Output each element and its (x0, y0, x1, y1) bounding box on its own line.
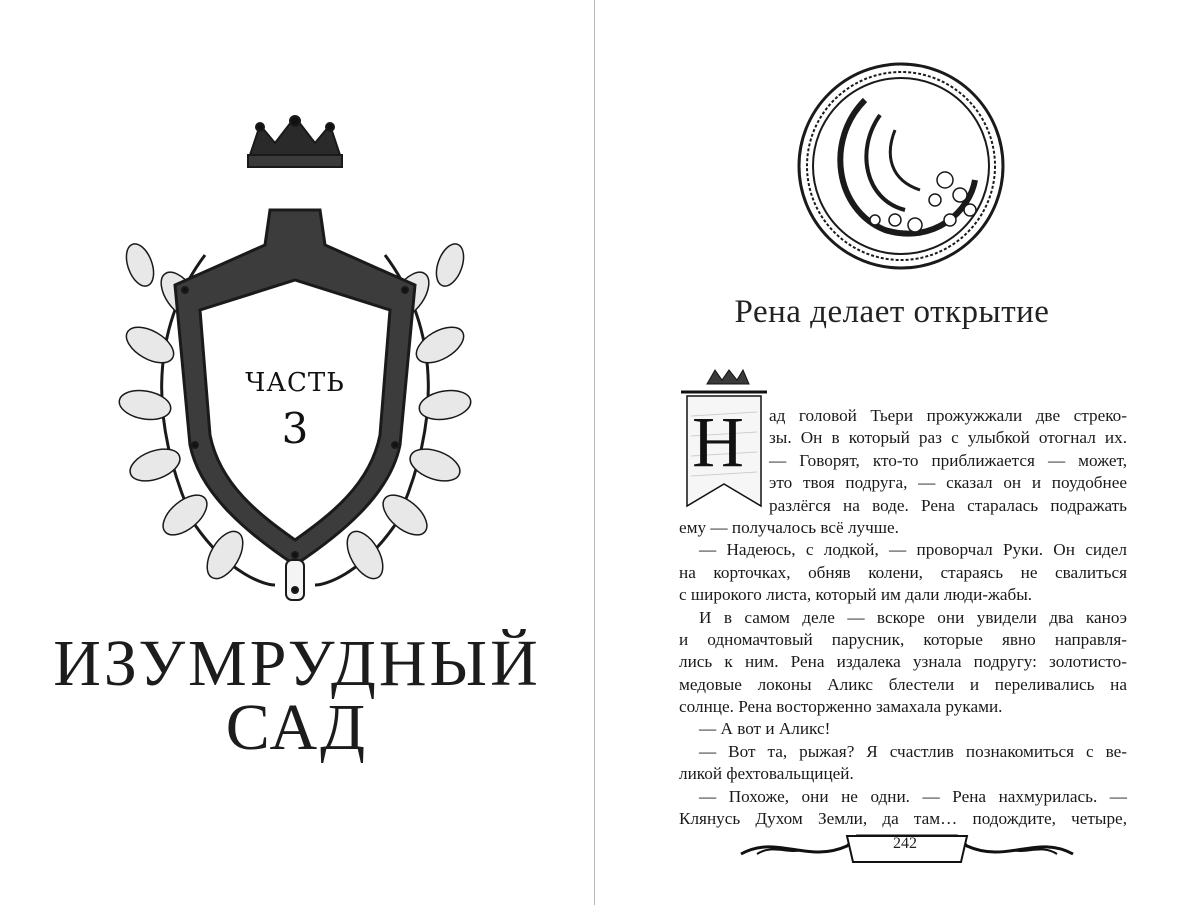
text-line: — Вот та, рыжая? Я счастлив познакомиться с ве- (699, 741, 1127, 761)
text-line: лись к ним. Рена издалека узнала подругу: золотисто- (679, 652, 1127, 672)
text-line: с широкого листа, который им дали люди-жабы. (679, 585, 1033, 605)
page-number: 242 (893, 835, 917, 852)
part-number: 3 (281, 404, 309, 453)
text-line: и одномачтовый парусник, которые явно направля- (679, 629, 1127, 649)
wave-medallion-illustration (795, 60, 1007, 272)
text-line: ему — получалось всё лучше. (679, 517, 899, 537)
text-line: ликой фехтовальщицей. (679, 764, 854, 784)
text-line: И в самом деле — вскоре они увидели два каноэ (699, 607, 1127, 627)
text-line: зы. Он в который раз с улыбкой отогнал их. (769, 428, 1127, 448)
part-title (20, 627, 574, 764)
text-line: — Похоже, они не одни. — Рена нахмурилась. — (699, 786, 1127, 806)
part-label: ЧАСТЬ (245, 368, 345, 398)
part-title-line-2: САД (225, 691, 369, 764)
text-line: — А вот и Аликс! (699, 719, 831, 739)
text-line: это твоя подруга, — сказал он и поудобнее (769, 473, 1127, 493)
text-line: Клянусь Духом Земли, да там… подождите, четыре, (679, 809, 1127, 829)
text-line: — Говорят, кто-то приближается — может, (769, 450, 1127, 470)
text-line: на корточках, обняв колени, стараясь не свалиться (679, 562, 1127, 582)
part-title-line-1: ИЗУМРУДНЫЙ (53, 627, 541, 700)
heraldic-crest-illustration (100, 115, 490, 615)
text-line: медовые локоны Аликс блестели и переливались на (679, 674, 1127, 694)
text-line: разлёгся на воде. Рена старалась подражать (769, 495, 1127, 515)
chapter-title: Рена делает открытие (734, 294, 1050, 330)
text-line: — Надеюсь, с лодкой, — проворчал Руки. Он сидел (699, 540, 1127, 560)
text-line: ад головой Тьери прожужжали две стреко- (769, 406, 1127, 425)
chapter-body-text (679, 406, 1127, 855)
right-page (595, 0, 1188, 905)
text-line: солнце. Рена восторженно замахала руками. (679, 697, 1003, 717)
drop-cap-letter: Н (692, 402, 744, 482)
